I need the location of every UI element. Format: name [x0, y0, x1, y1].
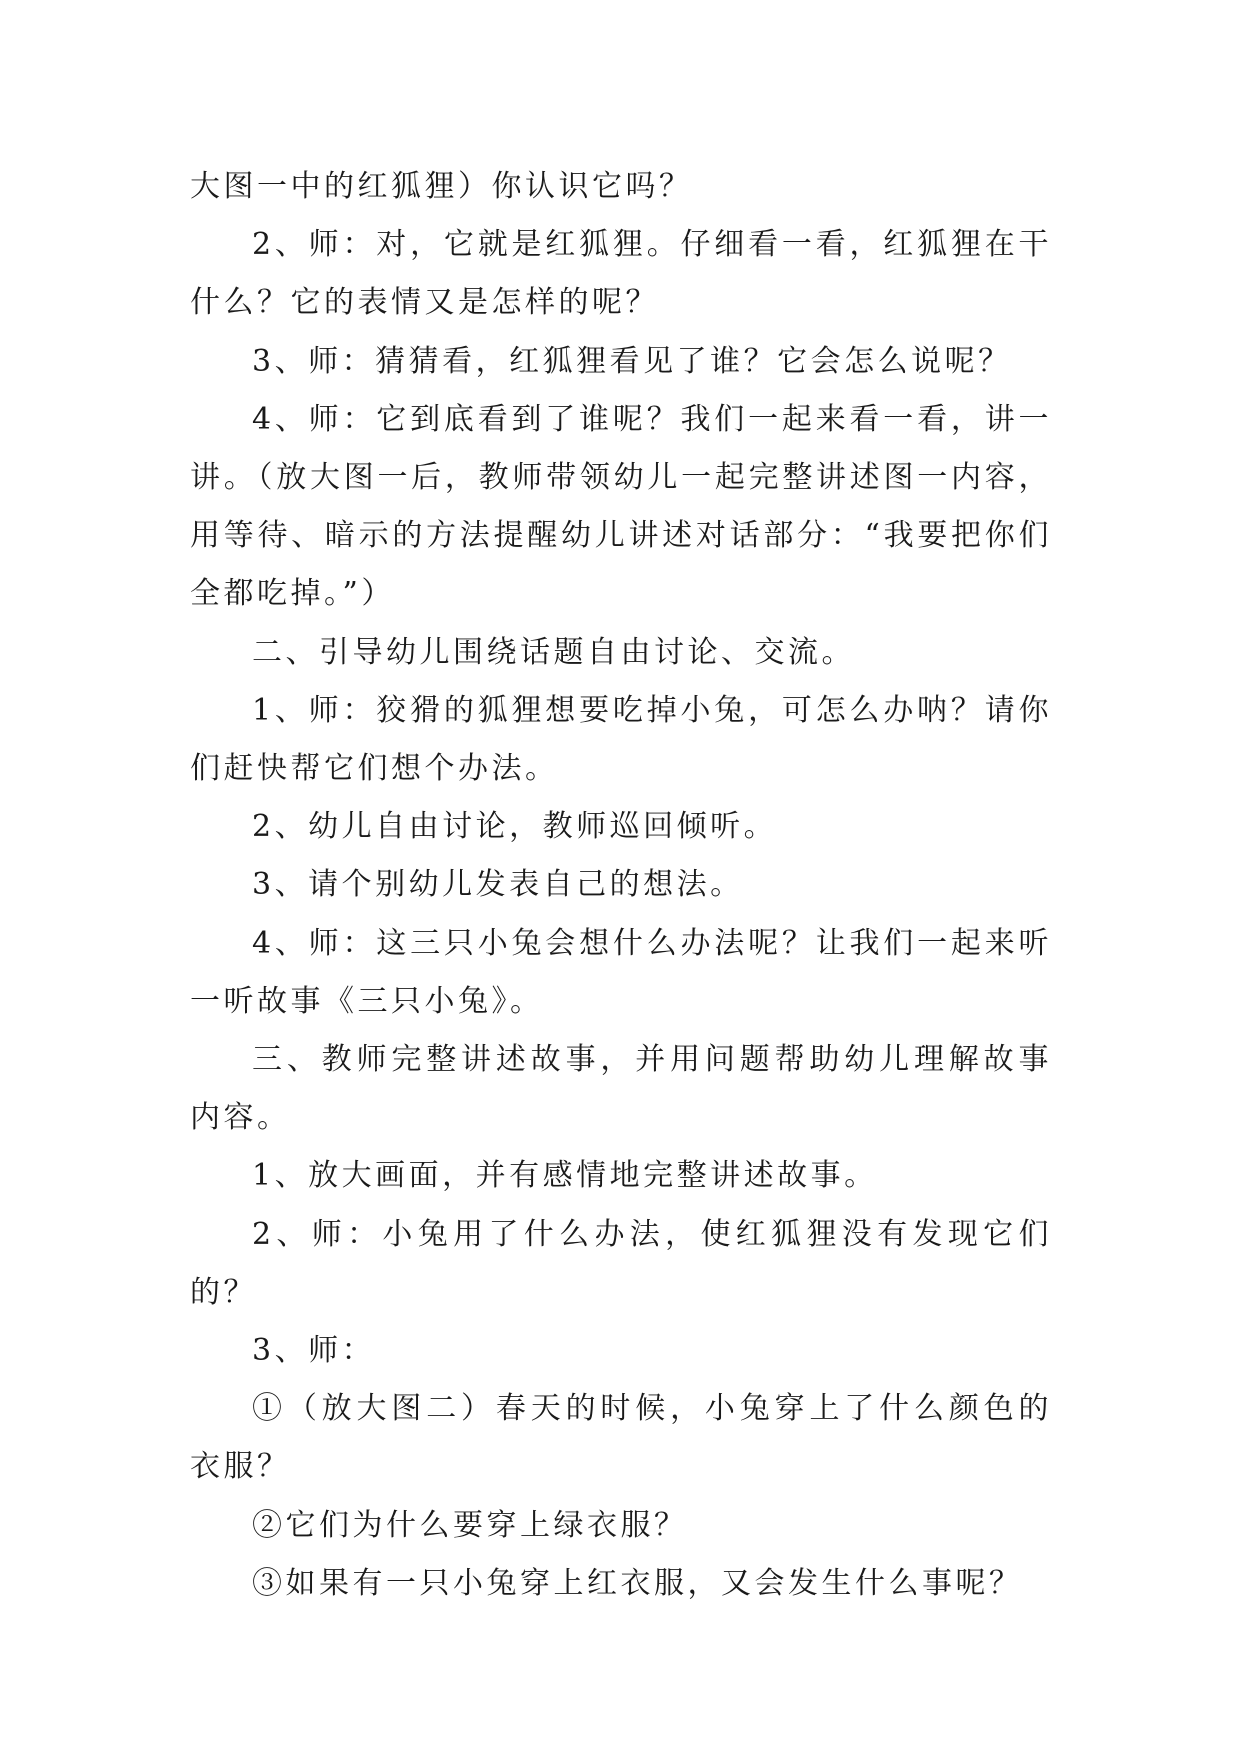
section-heading-2: 二、引导幼儿围绕话题自由讨论、交流。	[252, 634, 855, 670]
paragraph-11: 1、放大画面，并有感情地完整讲述故事。	[252, 1158, 878, 1194]
paragraph-9: 4、师：这三只小兔会想什么办法呢？让我们一起来听一听故事《三只小兔》。	[190, 925, 1052, 1019]
section-heading-3: 三、教师完整讲述故事，并用问题帮助幼儿理解故事内容。	[190, 1042, 1052, 1136]
paragraph-7: 2、幼儿自由讨论，教师巡回倾听。	[252, 809, 778, 845]
paragraph-3: 3、师：猜猜看，红狐狸看见了谁？它会怎么说呢？	[252, 343, 1012, 379]
paragraph-13: 3、师：	[252, 1333, 376, 1369]
paragraph-14: ①（放大图二）春天的时候，小兔穿上了什么颜色的衣服？	[190, 1391, 1052, 1485]
paragraph-2: 2、师：对，它就是红狐狸。仔细看一看，红狐狸在干什么？它的表情又是怎样的呢？	[190, 227, 1052, 321]
paragraph-12: 2、师：小兔用了什么办法，使红狐狸没有发现它们的？	[190, 1216, 1052, 1310]
paragraph-4: 4、师：它到底看到了谁呢？我们一起来看一看，讲一讲。（放大图一后，教师带领幼儿一起完整讲述图一内容，用等待、暗示的方法提醒幼儿讲述对话部分：“我要把你们全都吃掉。”）	[190, 401, 1052, 612]
paragraph-15: ②它们为什么要穿上绿衣服？	[252, 1507, 688, 1543]
paragraph-6: 1、师：狡猾的狐狸想要吃掉小兔，可怎么办呐？请你们赶快帮它们想个办法。	[190, 692, 1052, 787]
body-text	[190, 158, 1052, 1613]
paragraph-8: 3、请个别幼儿发表自己的想法。	[252, 867, 744, 903]
paragraph-1: 大图一中的红狐狸）你认识它吗？	[190, 169, 693, 204]
paragraph-16: ③如果有一只小兔穿上红衣服，又会发生什么事呢？	[252, 1565, 1023, 1601]
